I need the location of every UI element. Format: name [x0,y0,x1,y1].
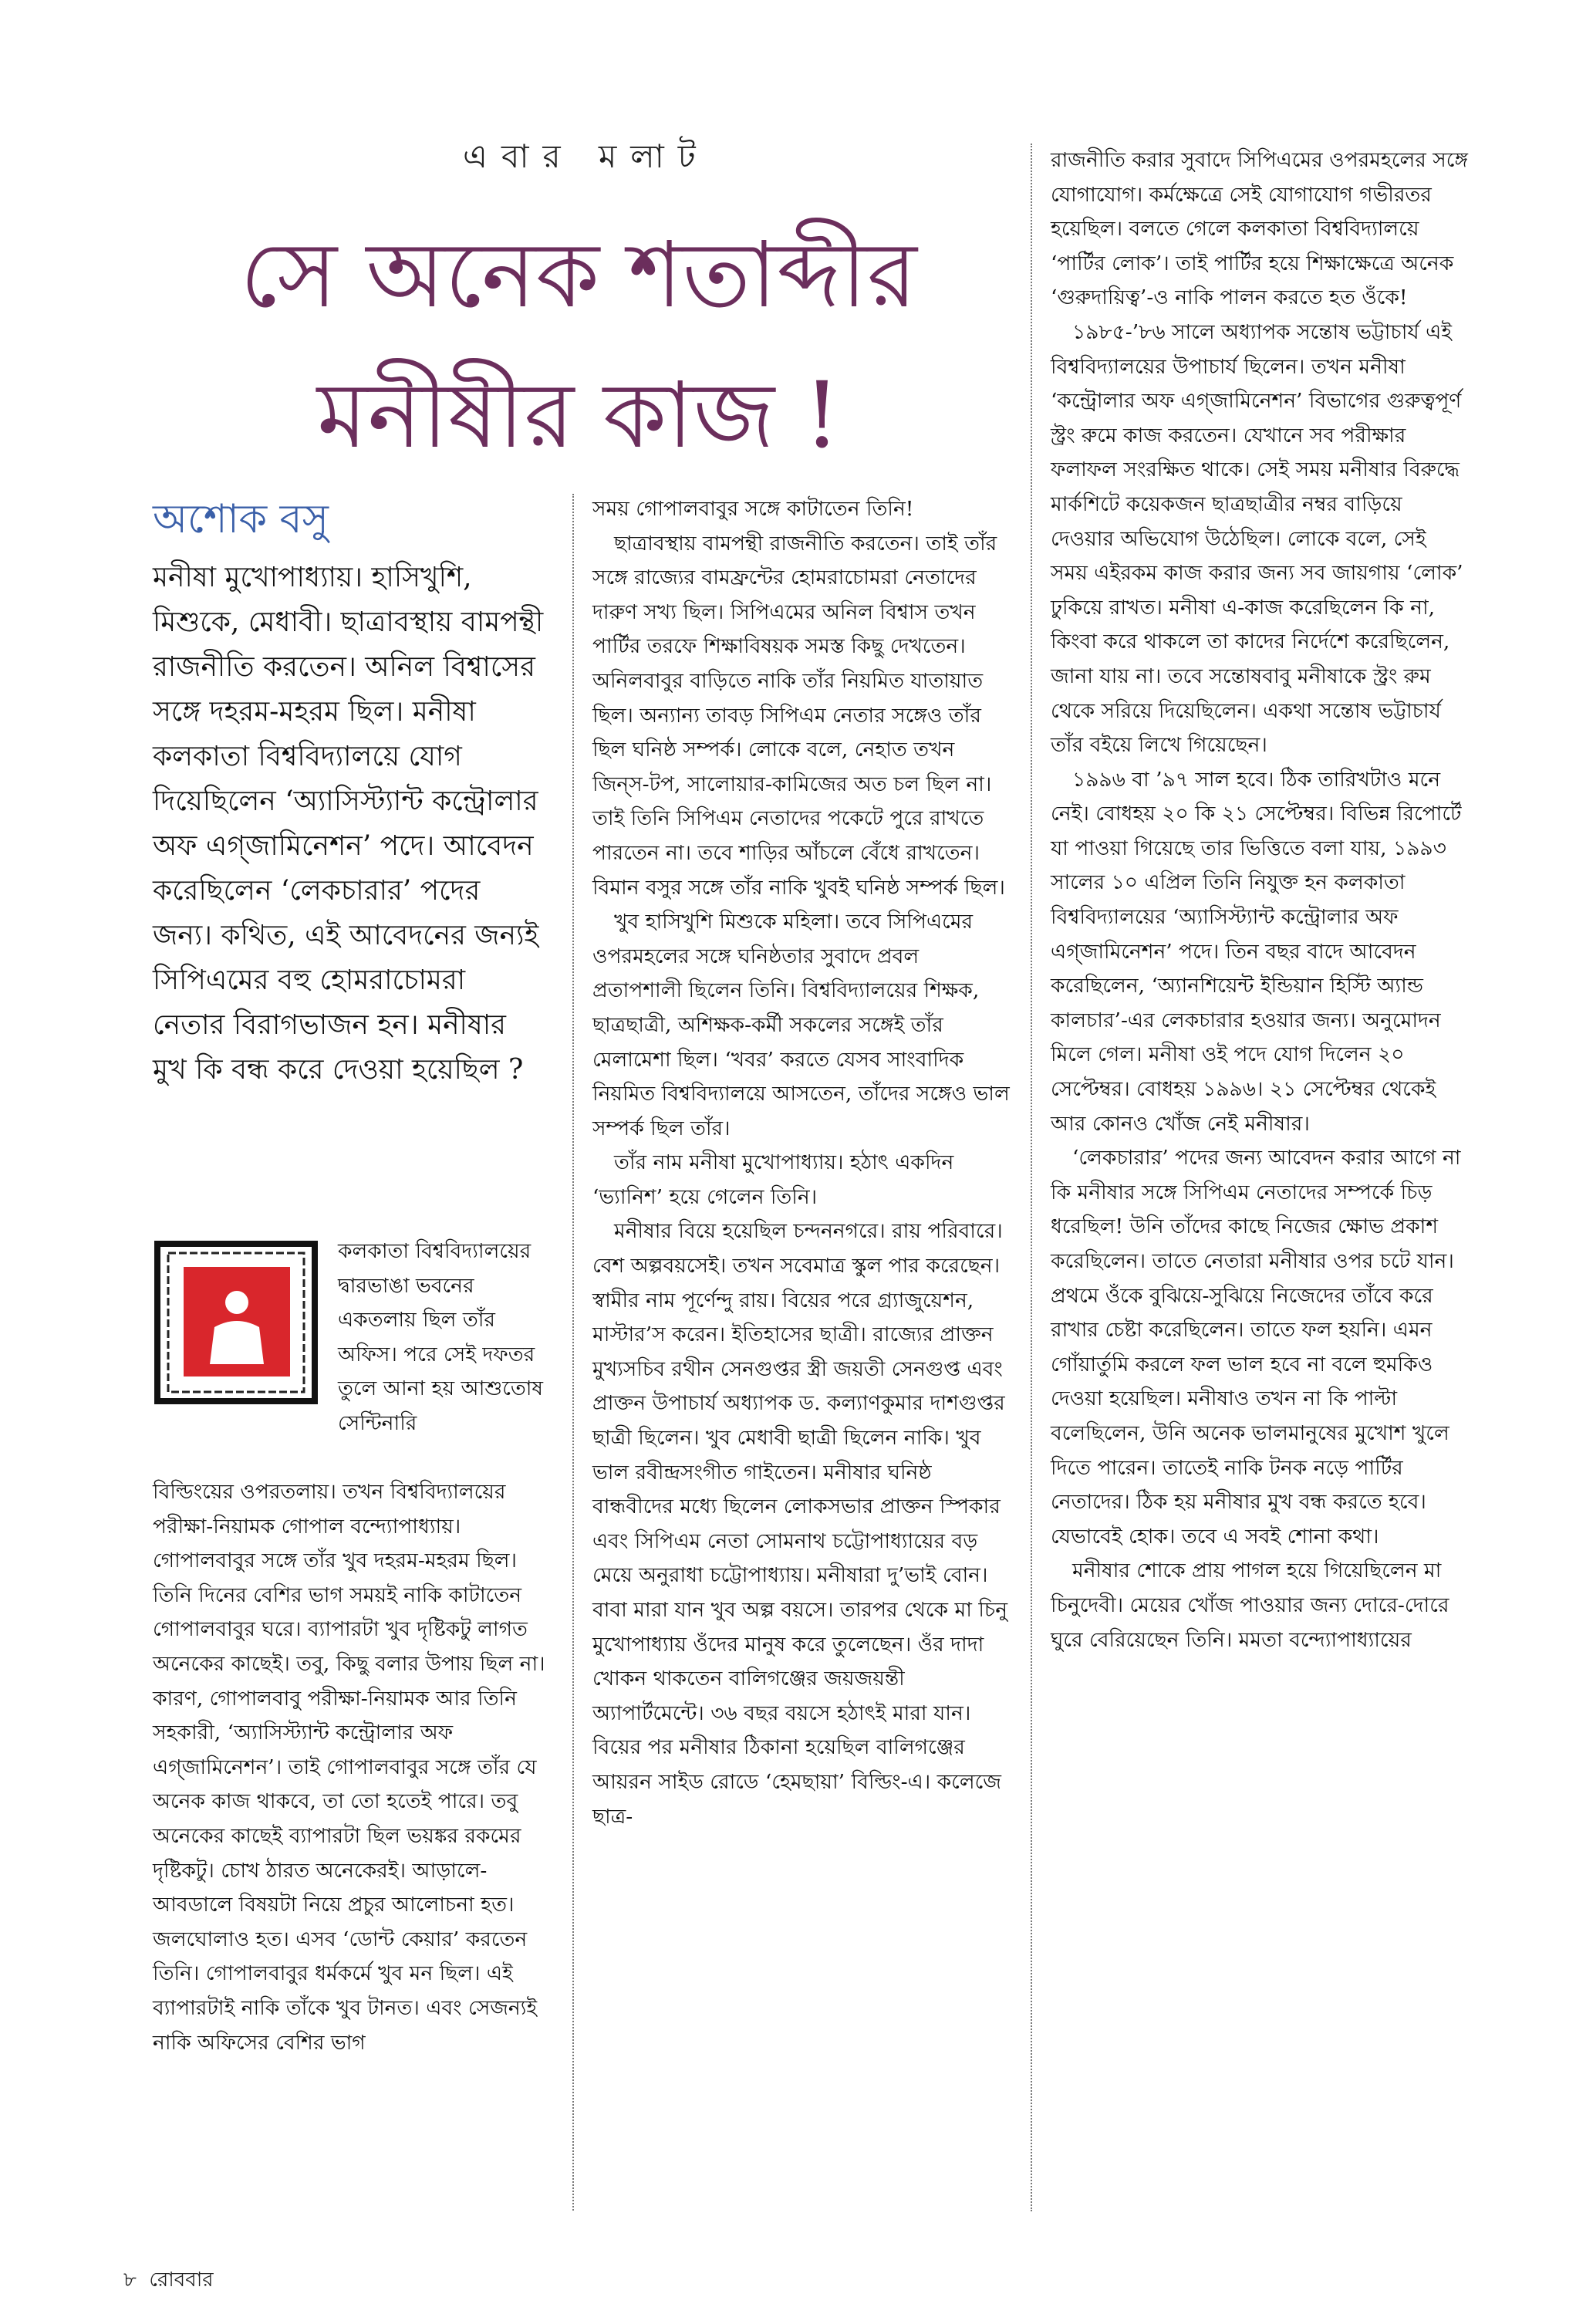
photo-illustration [154,1241,318,1404]
column-2 [592,492,1011,1834]
column-2-paragraph: সময় গোপালবাবুর সঙ্গে কাটাতেন তিনি! [592,497,914,521]
magazine-name: রোববার [149,2268,214,2292]
page-number: ৮ [123,2268,137,2292]
column-1 [153,1475,548,2060]
column-2-paragraph: ছাত্রাবস্থায় বামপন্থী রাজনীতি করতেন। তাই তাঁর সঙ্গে রাজ্যের বামফ্রন্টের হোমরাচোমরা নেতাদের দারুণ সখ্য ছিল। সিপিএমের অনিল বিশ্বাস তখন পার্টির তরফে শিক্ষাবিষয়ক সমস্ত কিছু দেখতেন। অনিলবাবুর বাড়িতে নাকি তাঁর নিয়মিত যাতায়াত ছিল। অন্যান্য তাবড় সিপিএম নেতার সঙ্গেও তাঁর ছিল ঘনিষ্ঠ সম্পর্ক। লোকে বলে, নেহাত তখন জিন্‌স-টপ, সালোয়ার-কামিজের অত চল ছিল না। তাই তিনি সিপিএম নেতাদের পকেটে পুরে রাখতে পারতেন না। তবে শাড়ির আঁচলে বেঁধে রাখতেন। বিমান বসুর সঙ্গে তাঁর নাকি খুবই ঘনিষ্ঠ সম্পর্ক ছিল। [592,531,1005,900]
column-1-paragraph: বিল্ডিংয়ের ওপরতলায়। তখন বিশ্ববিদ্যালয়ের পরীক্ষা-নিয়ামক গোপাল বন্দ্যোপাধ্যায়। গোপালবাবুর সঙ্গে তাঁর খুব দহরম-মহরম ছিল। তিনি দিনের বেশির ভাগ সময়ই নাকি কাটাতেন গোপালবাবুর ঘরে। ব্যাপারটা খুব দৃষ্টিকটু লাগত অনেকের কাছেই। তবু, কিছু বলার উপায় ছিল না। কারণ, গোপালবাবু পরীক্ষা-নিয়ামক আর তিনি সহকারী, ‘অ্যাসিস্ট্যান্ট কন্ট্রোলার অফ এগ্‌জামিনেশন’। তাই গোপালবাবুর সঙ্গে তাঁর যে অনেক কাজ থাকবে, তা তো হতেই পারে। তবু অনেকের কাছেই ব্যাপারটা ছিল ভয়ঙ্কর রকমের দৃষ্টিকটু। চোখ ঠারত অনেকেরই। আড়ালে-আবডালে বিষয়টা নিয়ে প্রচুর আলোচনা হত। জলঘোলাও হত। এসব ‘ডোন্ট কেয়ার’ করতেন তিনি। গোপালবাবুর ধর্মকর্মে খুব মন ছিল। এই ব্যাপারটাই নাকি তাঁকে খুব টানত। এবং সেজন্যই নাকি অফিসের বেশির ভাগ [153,1480,545,2055]
headline-line-1: সে অনেক শতাব্দীর [240,221,917,328]
section-kicker: এবার মলাট [463,137,710,175]
column-1-wrap-text: কলকাতা বিশ্ববিদ্যালয়ের দ্বারভাঙা ভবনের একতলায় ছিল তাঁর অফিস। পরে সেই দফতর তুলে আনা হয় আশুতোষ সেন্টিনারি [338,1239,544,1435]
column-divider-2 [1031,144,1032,2211]
column-3 [1051,144,1469,1657]
author-byline: অশোক বসু [153,496,329,542]
column-2-paragraph: তাঁর নাম মনীষা মুখোপাধ্যায়। হঠাৎ একদিন ‘ভ্যানিশ’ হয়ে গেলেন তিনি। [592,1150,954,1209]
page-folio [123,2264,214,2298]
column-3-paragraph: রাজনীতি করার সুবাদে সিপিএমের ওপরমহলের সঙ্গে যোগাযোগ। কর্মক্ষেত্রে সেই যোগাযোগ গভীরতর হয়েছিল। বলতে গেলে কলকাতা বিশ্ববিদ্যালয়ে ‘পার্টির লোক’। তাই পার্টির হয়ে শিক্ষাক্ষেত্রে অনেক ‘গুরুদায়িত্ব’-ও নাকি পালন করতে হত ওঁকে! [1051,148,1468,310]
column-3-paragraph: মনীষার শোকে প্রায় পাগল হয়ে গিয়েছিলেন মা চিনুদেবী। মেয়ের খোঁজ পাওয়ার জন্য দোরে-দোরে ঘুরে বেরিয়েছেন তিনি। মমতা বন্দ্যোপাধ্যায়ের [1051,1559,1449,1652]
column-3-paragraph: ১৯৮৫-’৮৬ সালে অধ্যাপক সন্তোষ ভট্টাচার্য এই বিশ্ববিদ্যালয়ের উপাচার্য ছিলেন। তখন মনীষা ‘কন্ট্রোলার অফ এগ্‌জামিনেশন’ বিভাগের গুরুত্বপূর্ণ স্ট্রং রুমে কাজ করতেন। যেখানে সব পরীক্ষার ফলাফল সংরক্ষিত থাকে। সেই সময় মনীষার বিরুদ্ধে মার্কশিটে কয়েকজন ছাত্রছাত্রীর নম্বর বাড়িয়ে দেওয়ার অভিযোগ উঠেছিল। লোকে বলে, সেই সময় এইরকম কাজ করার জন্য সব জায়গায় ‘লোক’ ঢুকিয়ে রাখত। মনীষা এ-কাজ করেছিলেন কি না, কিংবা করে থাকলে তা কাদের নির্দেশে করেছিলেন, জানা যায় না। তবে সন্তোষবাবু মনীষাকে স্ট্রং রুম থেকে সরিয়ে দিয়েছিলেন। একথা সন্তোষ ভট্টাচার্য তাঁর বইয়ে লিখে গিয়েছেন। [1051,319,1463,758]
headline-line-2: মনীষীর কাজ ! [316,362,841,468]
lead-text: মনীষা মুখোপাধ্যায়। হাসিখুশি, মিশুকে, মেধাবী। ছাত্রাবস্থায় বামপন্থী রাজনীতি করতেন। অনিল বিশ্বাসের সঙ্গে দহরম-মহরম ছিল। মনীষা কলকাতা বিশ্ববিদ্যালয়ে যোগ দিয়েছিলেন ‘অ্যাসিস্ট্যান্ট কন্ট্রোলার অফ এগ্‌জামিনেশন’ পদে। আবেদন করেছিলেন ‘লেকচারার’ পদের জন্য। কথিত, এই আবেদনের জন্যই সিপিএমের বহু হোমরাচোমরা নেতার বিরাগভাজন হন। মনীষার মুখ কি বন্ধ করে দেওয়া হয়েছিল ? [153,562,544,1086]
column-divider-1 [572,494,574,2211]
column-3-paragraph: ১৯৯৬ বা ’৯৭ সাল হবে। ঠিক তারিখটাও মনে নেই। বোধহয় ২০ কি ২১ সেপ্টেম্বর। বিভিন্ন রিপোর্টে যা পাওয়া গিয়েছে তার ভিত্তিতে বলা যায়, ১৯৯৩ সালের ১০ এপ্রিল তিনি নিযুক্ত হন কলকাতা বিশ্ববিদ্যালয়ের ‘অ্যাসিস্ট্যান্ট কন্ট্রোলার অফ এগ্‌জামিনেশন’ পদে। তিন বছর বাদে আবেদন করেছিলেন, ‘অ্যানশিয়েন্ট ইন্ডিয়ান হিস্টি অ্যান্ড কালচার’-এর লেকচারার হওয়ার জন্য। অনুমোদন মিলে গেল। মনীষা ওই পদে যোগ দিলেন ২০ সেপ্টেম্বর। বোধহয় ১৯৯৬। ২১ সেপ্টেম্বর থেকেই আর কোনও খোঁজ নেই মনীষার। [1051,767,1462,1136]
lead-paragraph [153,556,545,1093]
column-2-paragraph: মনীষার বিয়ে হয়েছিল চন্দননগরে। রায় পরিবারে। বেশ অল্পবয়সেই। তখন সবেমাত্র স্কুল পার করেছেন। স্বামীর নাম পূর্ণেন্দু রায়। বিয়ের পরে গ্র্যাজুয়েশন, মাস্টার’স করেন। ইতিহাসের ছাত্রী। রাজ্যের প্রাক্তন মুখ্যসচিব রথীন সেনগুপ্তর স্ত্রী জয়তী সেনগুপ্ত এবং প্রাক্তন উপাচার্য অধ্যাপক ড. কল্যাণকুমার দাশগুপ্তর ছাত্রী ছিলেন। খুব মেধাবী ছাত্রী ছিলেন নাকি। খুব ভাল রবীন্দ্রসংগীত গাইতেন। মনীষার ঘনিষ্ঠ বান্ধবীদের মধ্যে ছিলেন লোকসভার প্রাক্তন স্পিকার এবং সিপিএম নেতা সোমনাথ চট্টোপাধ্যায়ের বড় মেয়ে অনুরাধা চট্টোপাধ্যায়। মনীষারা দু’ভাই বোন। বাবা মারা যান খুব অল্প বয়সে। তারপর থেকে মা চিনু মুখোপাধ্যায় ওঁদের মানুষ করে তুলেছেন। ওঁর দাদা খোকন থাকতেন বালিগঞ্জের জয়জয়ন্তী অ্যাপার্টমেন্টে। ৩৬ বছর বয়সে হঠাৎই মারা যান। বিয়ের পর মনীষার ঠিকানা হয়েছিল বালিগঞ্জের আয়রন সাইড রোডে ‘হেমছায়া’ বিল্ডিং-এ। কলেজে ছাত্র- [592,1219,1008,1829]
column-3-paragraph: ‘লেকচারার’ পদের জন্য আবেদন করার আগে না কি মনীষার সঙ্গে সিপিএম নেতাদের সম্পর্কে চিড় ধরেছিল! উনি তাঁদের কাছে নিজের ক্ষোভ প্রকাশ করেছিলেন। তাতে নেতারা মনীষার ওপর চটে যান। প্রথমে ওঁকে বুঝিয়ে-সুঝিয়ে নিজেদের তাঁবে করে রাখার চেষ্টা করেছিলেন। তাতে ফল হয়নি। এমন গোঁয়ার্তুমি করলে ফল ভাল হবে না বলে হুমকিও দেওয়া হয়েছিল। মনীষাও তখন না কি পাল্টা বলেছিলেন, উনি অনেক ভালমানুষের মুখোশ খুলে দিতে পারেন। তাতেই নাকি টনক নড়ে পার্টির নেতাদের। ঠিক হয় মনীষার মুখ বন্ধ করতে হবে। যেভাবেই হোক। তবে এ সবই শোনা কথা। [1051,1146,1461,1549]
article-headline [231,204,926,485]
column-2-paragraph: খুব হাসিখুশি মিশুকে মহিলা। তবে সিপিএমের ওপরমহলের সঙ্গে ঘনিষ্ঠতার সুবাদে প্রবল প্রতাপশালী ছিলেন তিনি। বিশ্ববিদ্যালয়ের শিক্ষক, ছাত্রছাত্রী, অশিক্ষক-কর্মী সকলের সঙ্গেই তাঁর মেলামেশা ছিল। ‘খবর’ করতে যেসব সাংবাদিক নিয়মিত বিশ্ববিদ্যালয়ে আসতেন, তাঁদের সঙ্গেও ভাল সম্পর্ক ছিল তাঁর। [592,910,1010,1140]
column-1-wrap [338,1235,548,1441]
